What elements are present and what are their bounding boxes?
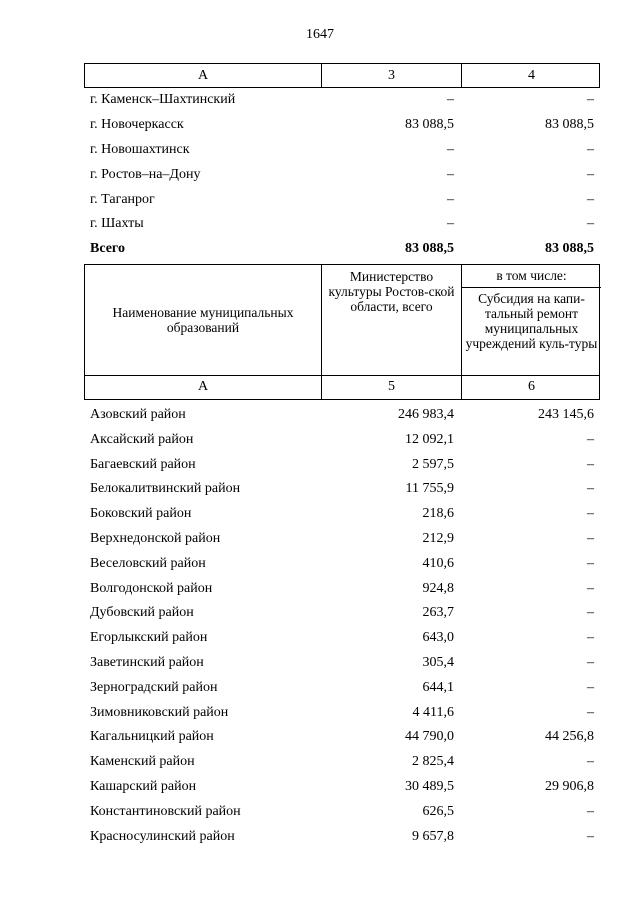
municipality-name: Боковский район	[90, 506, 192, 522]
municipality-name: Кагальницкий район	[90, 729, 214, 745]
table-row	[84, 626, 600, 651]
table2-header-group: в том числе:	[462, 265, 601, 288]
document-body	[84, 63, 600, 849]
table-row	[84, 138, 600, 163]
total-col-4: 83 088,5	[545, 241, 594, 257]
table2-number-row	[84, 376, 600, 400]
municipality-name: Аксайский район	[90, 431, 194, 447]
municipality-name: Волгодонской район	[90, 580, 213, 596]
table-row	[84, 452, 600, 477]
value-v6: –	[587, 654, 594, 670]
table-row	[84, 427, 600, 452]
value-v5: 410,6	[422, 555, 454, 571]
value-v5: 11 755,9	[405, 481, 454, 497]
table1-header-col-a: А	[197, 67, 209, 83]
municipality-name: Дубовский район	[90, 605, 194, 621]
value-v6: –	[587, 630, 594, 646]
value-v5: 2 825,4	[412, 754, 454, 770]
value-v6: –	[587, 828, 594, 844]
table1-header-row	[84, 63, 600, 88]
table1-body	[84, 88, 600, 237]
table2-header-subsidy: Субсидия на капи-тальный ремонт муниципальных учреждений куль-туры	[465, 290, 598, 351]
table-row	[84, 576, 600, 601]
table1-total-row	[84, 237, 600, 262]
table-row	[84, 212, 600, 237]
table-row	[84, 551, 600, 576]
table-row	[84, 651, 600, 676]
value-v4: –	[587, 141, 594, 157]
table-row	[84, 725, 600, 750]
value-v5: 218,6	[422, 506, 454, 522]
value-v5: 924,8	[422, 580, 454, 596]
table-row	[84, 527, 600, 552]
value-v5: 643,0	[422, 630, 454, 646]
table-row	[84, 162, 600, 187]
table2-body	[84, 403, 600, 849]
value-v3: –	[447, 166, 454, 182]
table2-header-including	[461, 265, 601, 375]
value-v6: –	[587, 506, 594, 522]
value-v6: –	[587, 530, 594, 546]
table-row	[84, 477, 600, 502]
value-v5: 305,4	[422, 654, 454, 670]
value-v4: –	[587, 166, 594, 182]
value-v6: 44 256,8	[545, 729, 594, 745]
value-v5: 2 597,5	[412, 456, 454, 472]
total-col-3: 83 088,5	[405, 241, 454, 257]
table-row	[84, 700, 600, 725]
value-v6: –	[587, 456, 594, 472]
value-v6: –	[587, 605, 594, 621]
table2-header-name: Наименование муниципальных образований	[112, 304, 294, 335]
value-v5: 44 790,0	[405, 729, 454, 745]
municipality-name: г. Ростов–на–Дону	[90, 166, 201, 182]
value-v5: 644,1	[422, 679, 454, 695]
value-v5: 30 489,5	[405, 778, 454, 794]
table-row	[84, 601, 600, 626]
table-row	[84, 113, 600, 138]
table-row	[84, 750, 600, 775]
table-row	[84, 502, 600, 527]
value-v5: 263,7	[422, 605, 454, 621]
municipality-name: Белокалитвинский район	[90, 481, 241, 497]
value-v3: –	[447, 216, 454, 232]
municipality-name: Егорлыкский район	[90, 630, 208, 646]
table2-num-6: 6	[461, 376, 601, 399]
table-row	[84, 675, 600, 700]
table2-num-a: А	[197, 379, 209, 395]
municipality-name: г. Каменск–Шахтинский	[90, 92, 236, 108]
value-v6: –	[587, 555, 594, 571]
municipality-name: Красносулинский район	[90, 828, 235, 844]
value-v6: –	[587, 431, 594, 447]
value-v6: –	[587, 481, 594, 497]
municipality-name: Верхнедонской район	[90, 530, 221, 546]
table-row	[84, 403, 600, 428]
table2-num-5: 5	[321, 376, 461, 399]
table-row	[84, 799, 600, 824]
value-v3: 83 088,5	[405, 117, 454, 133]
table1-header-col-3: 3	[321, 64, 461, 87]
value-v6: –	[587, 580, 594, 596]
value-v5: 4 411,6	[412, 704, 454, 720]
value-v5: 246 983,4	[398, 406, 454, 422]
municipality-name: Веселовский район	[90, 555, 206, 571]
municipality-name: г. Новошахтинск	[90, 141, 190, 157]
municipality-name: Багаевский район	[90, 456, 196, 472]
value-v5: 12 092,1	[405, 431, 454, 447]
municipality-name: Каменский район	[90, 754, 195, 770]
total-label: Всего	[90, 241, 125, 257]
value-v5: 212,9	[422, 530, 454, 546]
value-v4: 83 088,5	[545, 117, 594, 133]
value-v6: –	[587, 803, 594, 819]
municipality-name: г. Шахты	[90, 216, 144, 232]
value-v3: –	[447, 92, 454, 108]
table2-header	[84, 264, 600, 376]
value-v6: –	[587, 679, 594, 695]
table-row	[84, 88, 600, 113]
value-v4: –	[587, 92, 594, 108]
value-v3: –	[447, 191, 454, 207]
value-v6: –	[587, 754, 594, 770]
value-v6: 243 145,6	[538, 406, 594, 422]
municipality-name: Константиновский район	[90, 803, 241, 819]
value-v4: –	[587, 216, 594, 232]
table-row	[84, 824, 600, 849]
municipality-name: Зерноградский район	[90, 679, 218, 695]
municipality-name: Зимовниковский район	[90, 704, 229, 720]
table-row	[84, 775, 600, 800]
value-v3: –	[447, 141, 454, 157]
table-row	[84, 187, 600, 212]
value-v5: 9 657,8	[412, 828, 454, 844]
municipality-name: Заветинский район	[90, 654, 204, 670]
value-v6: 29 906,8	[545, 778, 594, 794]
value-v5: 626,5	[422, 803, 454, 819]
table1-header-col-4: 4	[461, 64, 601, 87]
municipality-name: г. Новочеркасск	[90, 117, 184, 133]
value-v4: –	[587, 191, 594, 207]
page-number: 1647	[306, 27, 334, 42]
municipality-name: Кашарский район	[90, 778, 197, 794]
municipality-name: Азовский район	[90, 406, 186, 422]
table2-header-ministry: Министерство культуры Ростов-ской области, всего	[321, 265, 461, 375]
value-v6: –	[587, 704, 594, 720]
municipality-name: г. Таганрог	[90, 191, 155, 207]
